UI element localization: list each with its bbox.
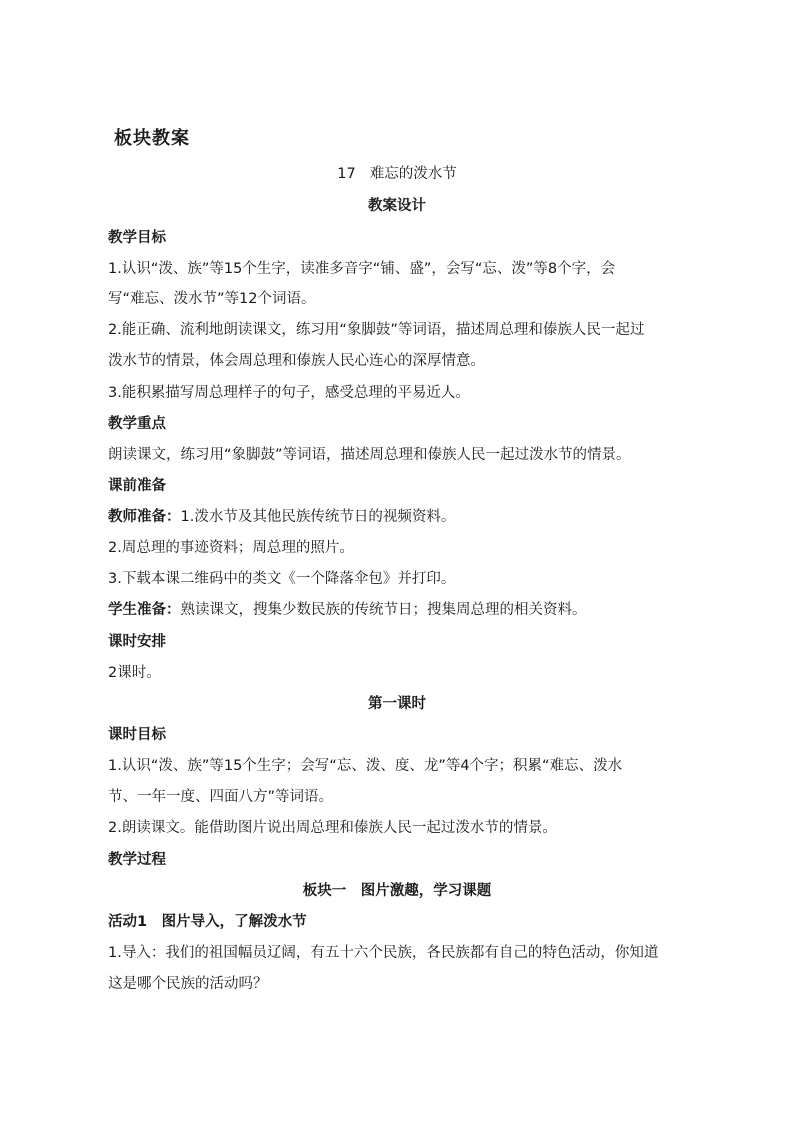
activity1-title: 活动1 图片导入，了解泼水节 [108, 914, 307, 930]
focus-heading: 教学重点 [108, 416, 166, 432]
focus-text: 朗读课文，练习用“象脚鼓”等词语，描述周总理和傣族人民一起过泼水节的情景。 [108, 447, 631, 463]
block-title: 板块教案 [114, 128, 190, 149]
teacher-prep-item-1: 1.泼水节及其他民族传统节日的视频资料。 [180, 509, 456, 525]
lesson-objective-1-line2: 节、一年一度、四面八方”等词语。 [108, 789, 334, 805]
objective-1-line2: 写“难忘、泼水节”等12个词语。 [108, 291, 316, 307]
process-heading: 教学过程 [108, 852, 166, 868]
first-lesson-title: 第一课时 [368, 696, 426, 712]
teacher-prep-item-3: 3.下载本课二维码中的类文《一个降落伞包》并打印。 [108, 571, 456, 587]
student-prep-line [108, 598, 720, 619]
objectives-heading: 教学目标 [108, 230, 166, 246]
block1-title: 板块一 图片激趣，学习课题 [302, 883, 492, 899]
intro-line2: 这是哪个民族的活动吗？ [108, 976, 268, 992]
teacher-prep-item-2: 2.周总理的事迹资料；周总理的照片。 [108, 540, 354, 556]
lesson-objectives-heading: 课时目标 [108, 727, 166, 743]
schedule-text: 2课时。 [108, 665, 161, 681]
lesson-objective-2: 2.朗读课文。能借助图片说出周总理和傣族人民一起过泼水节的情景。 [108, 820, 557, 836]
intro-line1: 1.导入：我们的祖国幅员辽阔，有五十六个民族，各民族都有自己的特色活动，你知道 [108, 945, 659, 961]
prep-heading: 课前准备 [108, 478, 166, 494]
teacher-prep-line [108, 505, 720, 526]
objective-1-line1: 1.认识“泼、族”等15个生字，读准多音字“铺、盛”，会写“忘、泼”等8个字，会 [108, 261, 616, 277]
objective-2-line1: 2.能正确、流利地朗读课文，练习用“象脚鼓”等词语，描述周总理和傣族人民一起过 [108, 322, 645, 338]
schedule-heading: 课时安排 [108, 634, 166, 650]
teacher-prep-label: 教师准备： [108, 509, 181, 525]
design-title: 教案设计 [368, 198, 426, 214]
lesson-objective-1-line1: 1.认识“泼、族”等15个生字；会写“忘、泼、度、龙”等4个字；积累“难忘、泼水 [108, 758, 623, 774]
lesson-title: 难忘的泼水节 [369, 166, 457, 182]
lesson-number: 17 [337, 166, 356, 182]
lesson-heading [0, 162, 794, 183]
student-prep-label: 学生准备： [108, 602, 181, 618]
objective-3: 3.能积累描写周总理样子的句子，感受总理的平易近人。 [108, 385, 470, 401]
objective-2-line2: 泼水节的情景，体会周总理和傣族人民心连心的深厚情意。 [108, 353, 485, 369]
student-prep-text: 熟读课文，搜集少数民族的传统节日；搜集周总理的相关资料。 [180, 602, 587, 618]
